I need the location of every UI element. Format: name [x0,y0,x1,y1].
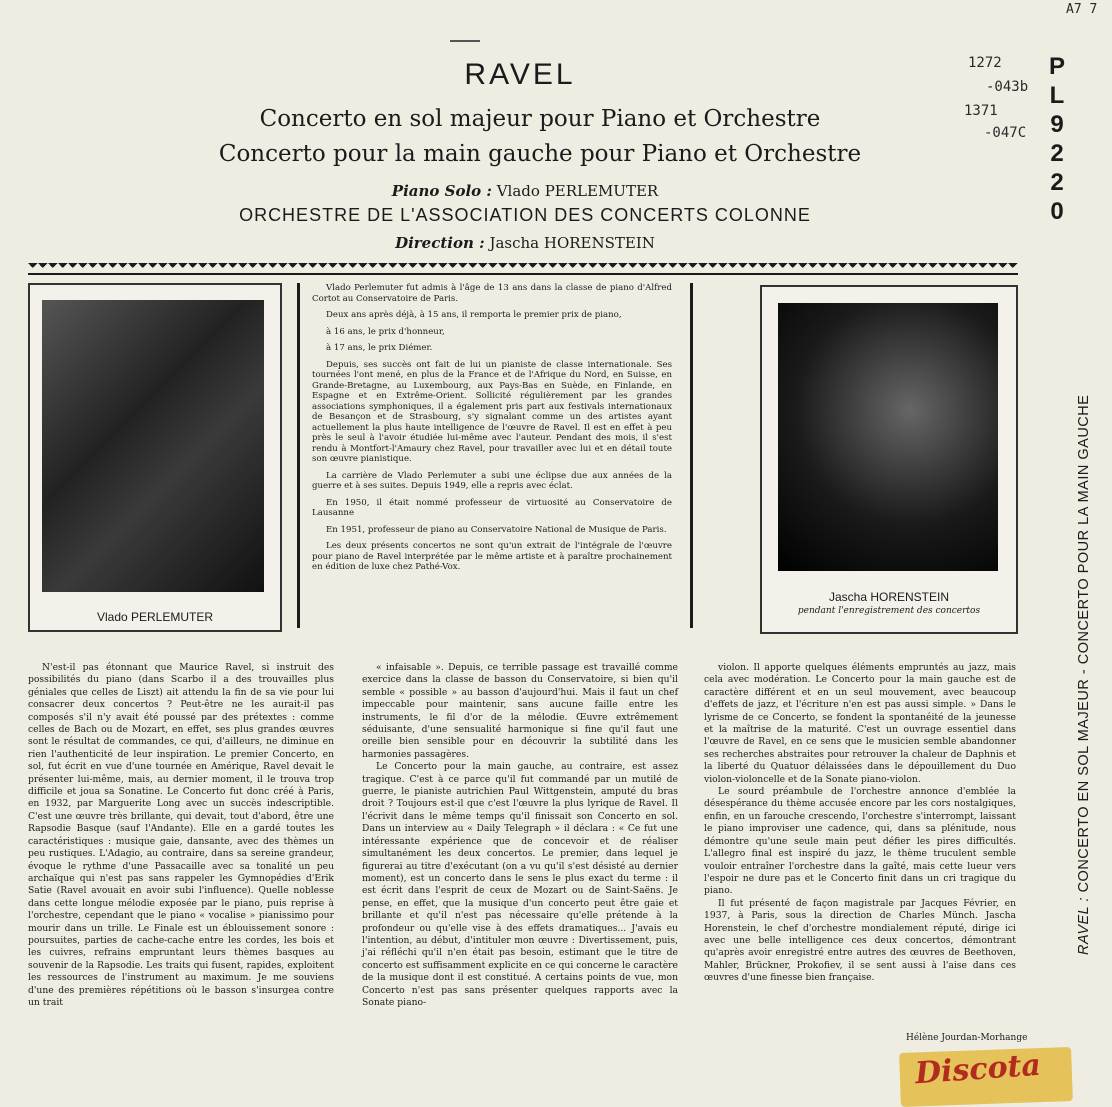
piano-label: Piano Solo : [391,182,492,200]
direction-label: Direction : [395,234,485,252]
bio-paragraph: Vlado Perlemuter fut admis à l'âge de 13 ans dans la classe de piano d'Alfred Cortot au Conservatoire de Paris. [312,283,672,304]
orchestra-credit: ORCHESTRE DE L'ASSOCIATION DES CONCERTS COLONNE [239,205,811,225]
handwritten-corner-note: A7 7 [1066,2,1098,17]
direction-credit [0,234,1050,252]
notes-column-3 [704,662,1016,985]
column-rule [690,283,693,628]
piano-credit [0,182,1050,200]
zigzag-divider [28,263,1018,275]
handwritten-note: 1272 [968,55,1002,71]
notes-column-1 [28,662,334,1009]
spine-title [1076,395,1092,955]
notes-paragraph: « infaisable ». Depuis, ce terrible passage est travaillé comme exercice dans la classe de basson du Conservatoire, si bien qu'il semble « possible » au basson d'aujourd'hui. Mais il faut un chef impeccable pour maintenir, sans aucune faille entre les instruments, le fil d'or de la mélodie. Œuvre extrêmement séduisante, d'une sensualité harmonique si fine qu'il faut une oreille bien sensible pour en découvrir la subtilité dans les harmonies passagères. [362,662,678,760]
catalog-char: L [1049,82,1065,109]
photo-caption-right: Jascha HORENSTEIN [828,590,950,604]
composer-title: RAVEL [464,58,576,91]
direction-name: Jascha HORENSTEIN [489,234,655,252]
photo-subcaption-right: pendant l'enregistrement des concertos [797,606,981,616]
notes-paragraph: violon. Il apporte quelques éléments empruntés au jazz, mais cela avec modération. Le Concerto pour la main gauche est de caractère différent et en un seul mouvement, avec beaucoup d'effets de jazz, et l'écriture n'en est pas aussi simple. » Dans le lyrisme de ce Concerto, se fondent la spontanéité de la jeunesse et la maîtrise de la maturité. C'est un ouvrage essentiel dans l'œuvre de Ravel, en ce sens que le musicien semble abandonner ses recherches abstraites pour retrouver la chaleur de Daphnis et la liberté du Quatuor délaissées dans le dépouillement du Duo violon-violoncelle et de la Sonate piano-violon. [704,662,1016,785]
author-signature: Hélène Jourdan-Morhange [906,1033,1028,1043]
work-title-1: Concerto en sol majeur pour Piano et Orchestre [259,106,821,132]
bio-paragraph: En 1951, professeur de piano au Conservatoire National de Musique de Paris. [326,524,667,535]
catalog-char: P [1048,53,1065,80]
bio-paragraph: Les deux présents concertos ne sont qu'un extrait de l'intégrale de l'œuvre pour piano de Ravel interprétée par le même artiste et à paraître prochainement en édition de luxe chez Pathé-Vox. [312,541,672,572]
catalog-char: 2 [1050,169,1064,196]
sticker-name: Discota [913,1047,1042,1092]
handwritten-note: 1371 [964,103,998,119]
photo-pianist [42,300,264,592]
bio-paragraph: En 1950, il était nommé professeur de virtuosité au Conservatoire de Lausanne [312,497,672,518]
piano-name: Vlado PERLEMUTER [496,182,659,200]
catalog-char: 9 [1050,111,1064,138]
pianist-biography [312,283,672,579]
bio-paragraph: à 17 ans, le prix Diémer. [326,343,433,353]
catalog-number [1040,52,1074,226]
catalog-char: 0 [1050,198,1064,225]
top-mark [450,40,480,42]
spine-label: RAVEL : [1076,896,1092,955]
catalog-char: 2 [1050,140,1064,167]
notes-paragraph: N'est-il pas étonnant que Maurice Ravel, si instruit des possibilités du piano (dans Scarbo il a des trouvailles plus géniales que celles de Liszt) ait attendu la fin de sa vie pour lui consacrer deux concertos ? Peut-être ne les aurait-il pas composés s'il n'y avait été poussé par des prétextes : comme celles de Bach ou de Mozart, en effet, ses plus grandes œuvres sont le résultat de commandes, ce qui, d'ailleurs, ne diminue en rien l'authenticité de leur inspiration. Le premier Concerto, en sol, fut écrit en vue d'une tournée en Amérique, Ravel devait le présenter lui-même, mais, au dernier moment, il le trouva trop difficile et joua sa Sonatine. Le Concerto fut donc créé à Paris, en 1932, par Marguerite Long avec un succès indescriptible. C'est une œuvre très brillante, qui devait, tout d'abord, être une Rapsodie Basque (sauf l'Andante). Elle en a gardé toutes les caractéristiques : musique gaie, dansante, avec des thèmes un peu rustiques. L'Adagio, au contraire, dans sa sereine grandeur, évoque le rythme d'une Passacaille avec sa tonalité un peu archaïque qui n'est pas sans rappeler les Gymnopédies d'Erik Satie (Ravel avouait en avoir subi l'influence). Quelle noblesse dans cette longue mélodie exposée par le piano, puis reprise à l'orchestre, cependant que le piano « vocalise » pianissimo pour mourir dans un trille. Le Finale est un éblouissement sonore : poursuites, parties de cache-cache entre les cordes, les bois et les cuivres, refrains empruntant leurs thèmes basques au souvenir de la Rapsodie. Les traits qui fusent, rapides, exploitent les ressources de l'instrument au maximum. Je me souviens d'une des premières répétitions où le basson s'insurgea contre un trait [28,662,334,1008]
notes-paragraph: Il fut présenté de façon magistrale par Jacques Février, en 1937, à Paris, sous la direction de Charles Münch. Jascha Horenstein, le chef d'orchestre mondialement réputé, dirige ici avec une belle intelligence ces deux concertos, démontrant qu'après avoir enregistré entre autres des œuvres de Beethoven, Mahler, Brückner, Prokofiev, il se sent aussi à l'aise dans ces œuvres d'une finesse bien française. [704,897,1016,984]
bio-paragraph: à 16 ans, le prix d'honneur, [326,326,445,337]
notes-paragraph: Le Concerto pour la main gauche, au contraire, est assez tragique. C'est à ce parce qu'il fut commandé par un mutilé de guerre, le pianiste autrichien Paul Wittgenstein, amputé du bras droit ? Toujours est-il que c'est l'œuvre la plus lyrique de Ravel. Il l'écrivit dans le même temps qu'il finissait son Concerto en sol. Dans un interview au « Daily Telegraph » il déclara : « Ce fut une intéressante expérience que de concevoir et de réaliser simultanément les deux concertos. Le premier, dans lequel je figurerai au titre d'exécutant (on a vu qu'il s'est désisté au dernier moment), est un concerto dans le sens le plus exact du terme : il est écrit dans l'esprit de ceux de Mozart ou de Saint-Saëns. Je pense, en effet, que la musique d'un concerto peut être gaie et brillante et qu'il n'est pas nécessaire qu'elle prétende à la profondeur ou qu'elle vise à des effets dramatiques... J'avais eu l'intention, au début, d'intituler mon œuvre : Divertissement, puis, j'ai réfléchi qu'il n'en était pas besoin, estimant que le titre de concerto est suffisamment explicite en ce qui concerne le caractère de la musique dont il est constitué. A certains points de vue, mon Concerto n'est pas sans présenter quelques rapports avec la Sonate piano- [362,761,678,1008]
photo-caption-left: Vlado PERLEMUTER [96,610,214,624]
notes-paragraph: Le sourd préambule de l'orchestre annonce d'emblée la désespérance du thème accusée encore par les cors nostalgiques, enfin, en un farouche crescendo, l'orchestre s'interrompt, laissant le piano improviser une cadence, qui, dans sa plénitude, nous démontre qu'une seule main peut défier les pires difficultés. L'allegro final est inspiré du jazz, le thème truculent semble vouloir entraîner l'orchestre dans la gaîté, mais cette lueur vers l'espoir ne dure pas et le Concerto finit dans un cri tragique du piano. [704,786,1016,897]
photo-conductor [778,303,998,571]
handwritten-note: -043b [986,79,1029,95]
bio-paragraph: Deux ans après déjà, à 15 ans, il remporta le premier prix de piano, [326,310,622,320]
column-rule [297,283,300,628]
handwritten-note: -047C [984,125,1027,141]
bio-paragraph: Depuis, ses succès ont fait de lui un pianiste de classe internationale. Ses tournées l'ont mené, en plus de la France et de l'Afrique du Nord, en Suisse, en Grande-Bretagne, au Luxembourg, aux Pays-Bas en Suède, en Finlande, en Espagne et en Extrême-Orient. Sollicité régulièrement par les grandes associations symphoniques, il a également pris part aux festivals internationaux de Besançon et de Strasbourg, s'y signalant comme un des artistes ayant actuellement la plus haute intelligence de l'œuvre de Ravel. Il est en effet à peu près le seul à l'avoir étudiée lui-même avec l'auteur. Pendant des mois, il s'est rendu à Montfort-l'Amaury chez Ravel, pour travailler avec lui et en détail toute son œuvre pianistique. [312,359,672,464]
bio-paragraph: La carrière de Vlado Perlemuter a subi une éclipse due aux années de la guerre et à ses suites. Depuis 1949, elle a repris avec éclat. [312,470,672,491]
notes-column-2 [362,662,678,1009]
work-title-2: Concerto pour la main gauche pour Piano et Orchestre [218,141,862,167]
spine-text: CONCERTO EN SOL MAJEUR - CONCERTO POUR LA MAIN GAUCHE [1076,394,1092,893]
